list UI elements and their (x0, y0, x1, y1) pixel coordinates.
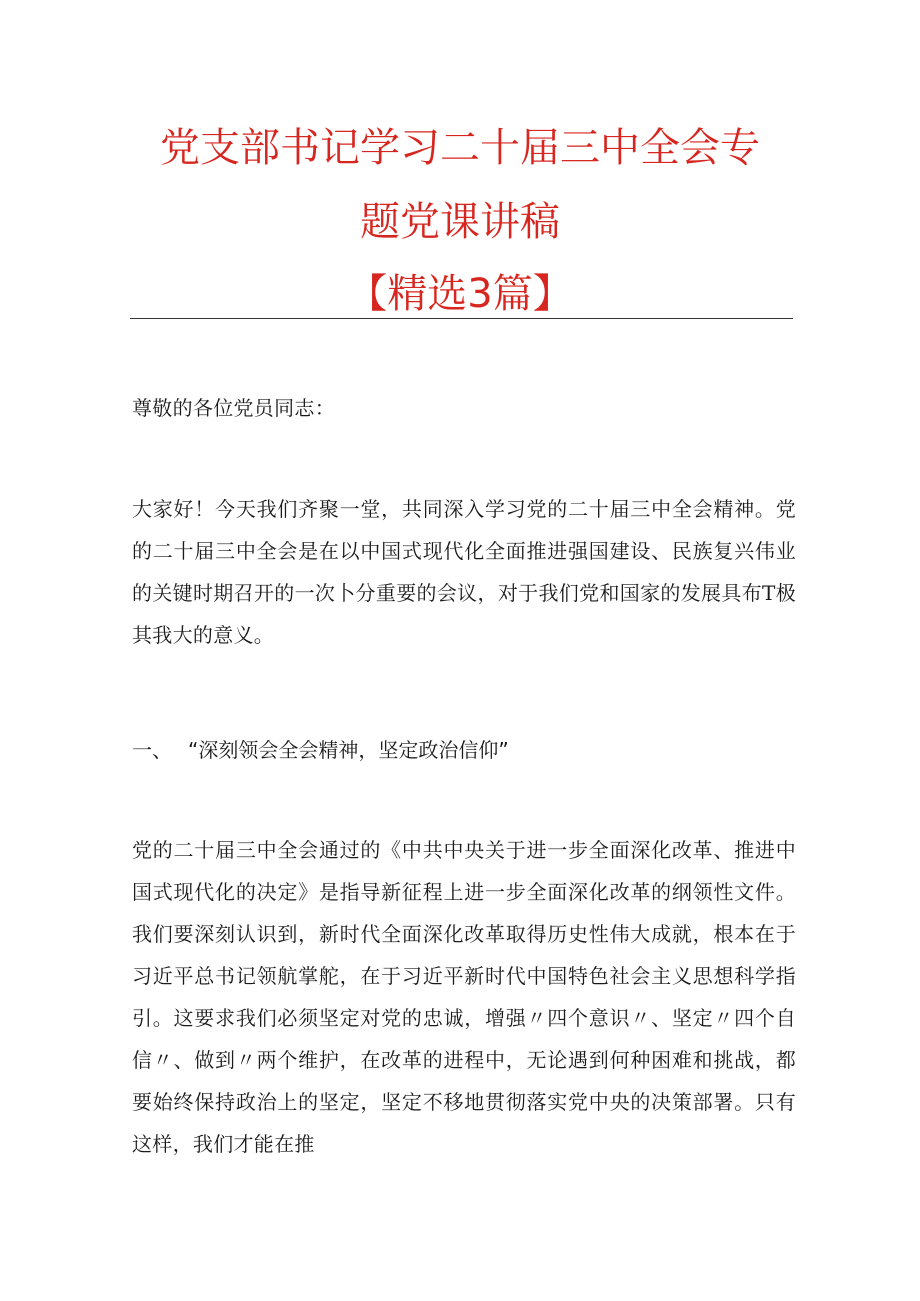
intro-paragraph: 大家好！今天我们齐聚一堂，共同深入学习党的二十届三中全会精神。党的二十届三中全会是在以中国式现代化全面推进强国建设、民族复兴伟业的关键时期召开的一次卜分重要的会议，对于我们党和国家的发展具布T极其我大的意义。 (132, 497, 796, 647)
title-divider (130, 318, 793, 319)
section-1-body: 党的二十届三中全会通过的《中共中央关于进一步全面深化改革、推进中国式现代化的决定》是指导新征程上进一步全面深化改革的纲领性文件。我们要深刻认识到，新时代全面深化改革取得历史性伟大成就，根本在于习近平总书记领航掌舵，在于习近平新时代中国特色社会主义思想科学指引。这要求我们必须坚定对党的忠诚，增强〃四个意识〃、坚定〃四个自信〃、做到〃两个维护，在改革的进程中，无论遇到何种困难和挑战，都要始终保持政治上的坚定，坚定不移地贯彻落实党中央的决策部署。只有这样，我们才能在推 (132, 838, 796, 1156)
section-1-heading-text: “深刻领会全会精神，坚定政治信仰” (188, 738, 509, 762)
salutation: 尊敬的各位党员同志： (132, 396, 335, 420)
document-title-line-1: 党支部书记学习二十届三中全会专 (160, 125, 760, 171)
section-1-heading (132, 729, 796, 771)
document-title-line-3: 【精选3篇】 (347, 271, 573, 317)
section-1-number: 一、 (132, 738, 172, 762)
document-title-line-2: 题党课讲稿 (360, 199, 560, 245)
